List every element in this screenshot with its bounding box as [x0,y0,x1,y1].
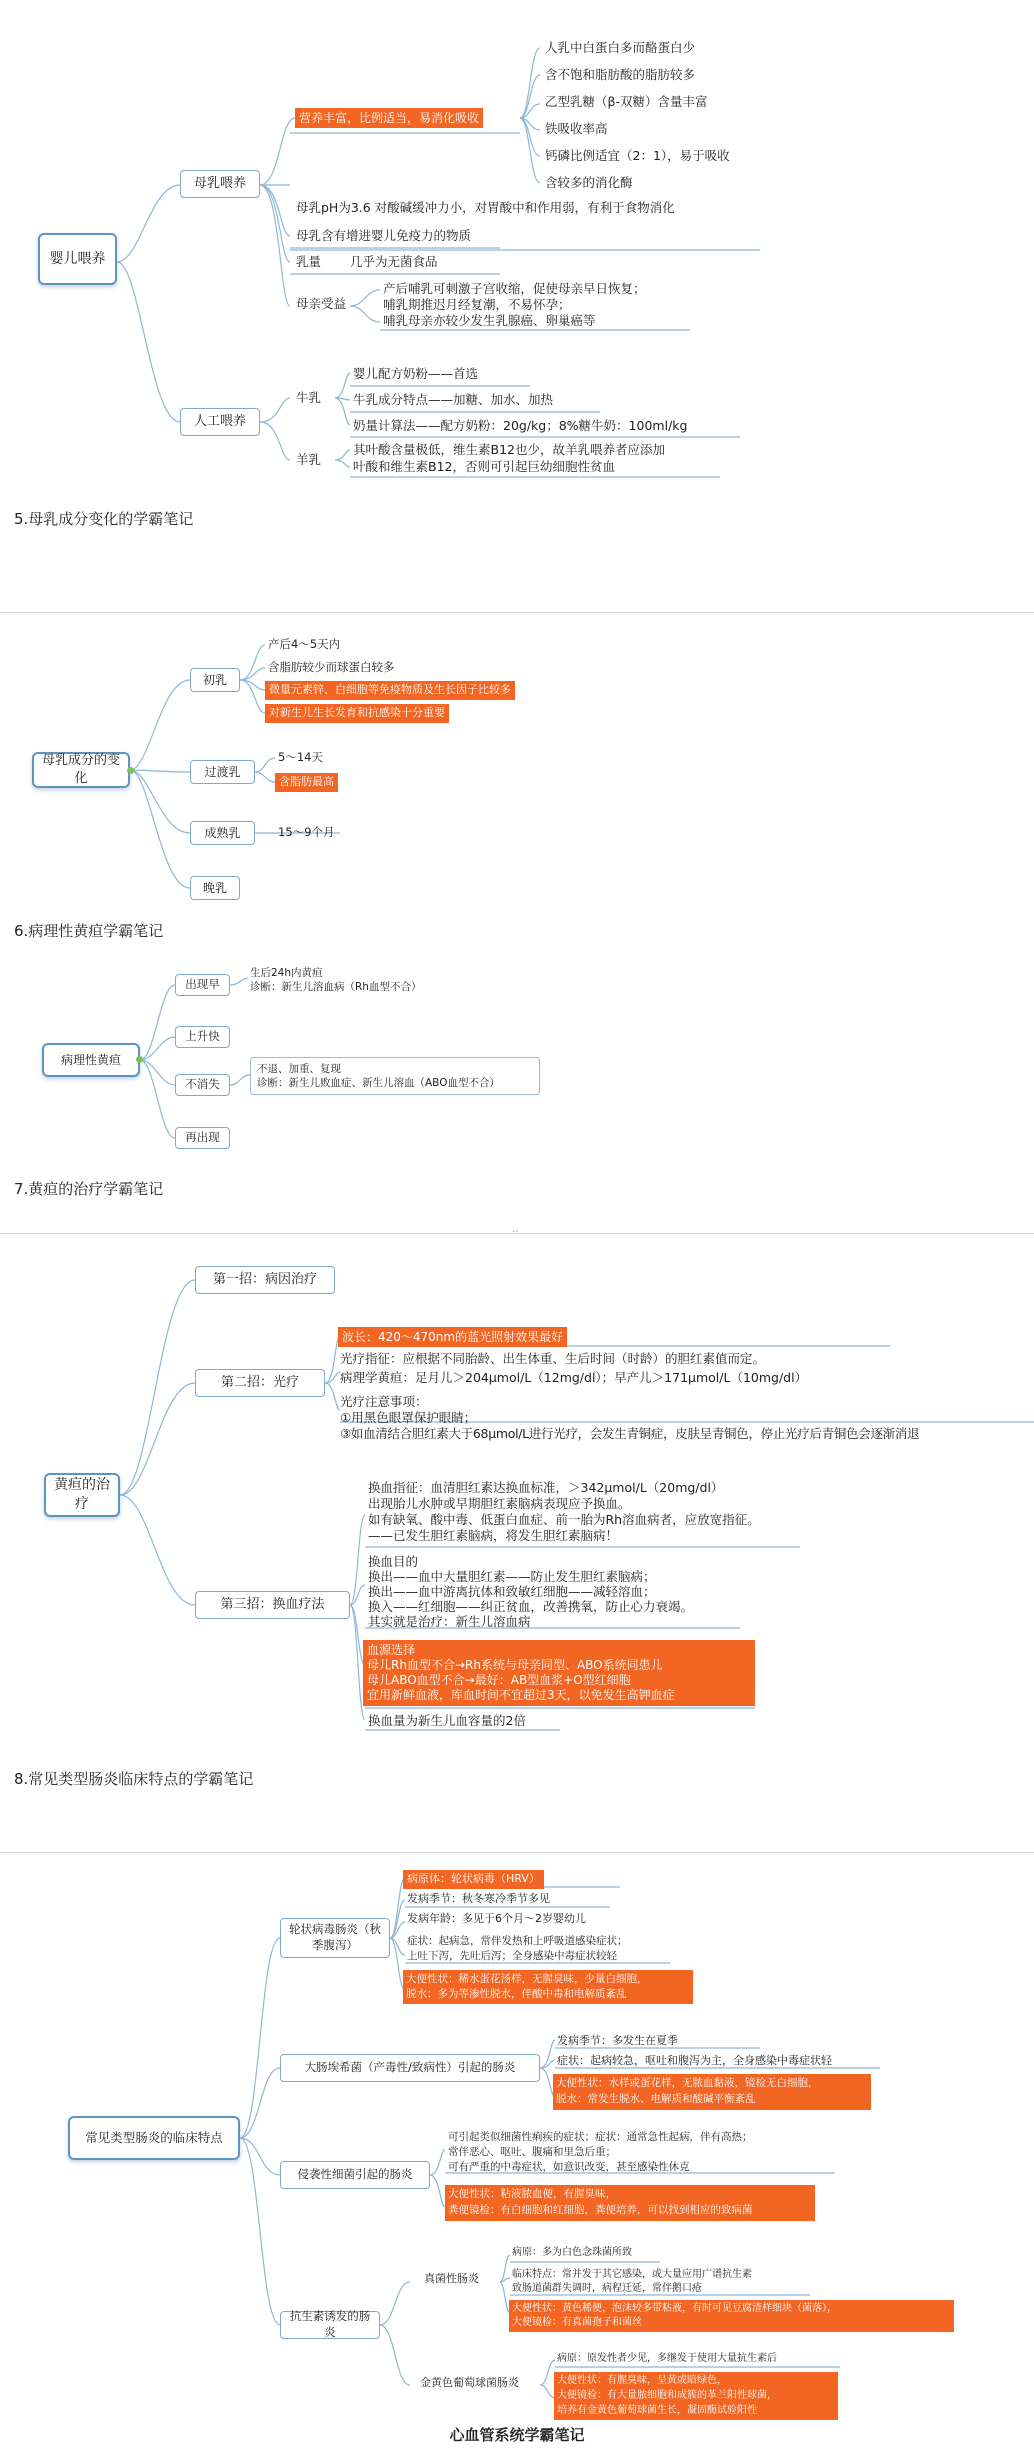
mm4-blood-source-block [363,1640,755,1706]
mm1-cow-label: 牛乳 [296,390,322,405]
mm1-mother-label: 母亲受益 [296,296,347,311]
mm2-c4-highlight: 对新生儿生长发育和抗感染十分重要 [265,704,449,723]
mm4-p5: ③如血清结合胆红素大于68μmol/L进行光疗，会发生青铜症，皮肤呈青铜色，停止光疗后青铜色会逐渐消退 [340,1426,920,1441]
mm2-c3-highlight: 微量元素锌、白细胞等免疫物质及生长因子比较多 [265,681,515,700]
mm5-ec1: 发病季节：多发生在夏季 [557,2034,678,2047]
mm2-transition-milk[interactable]: 过渡乳 [190,760,255,784]
mm4-e1: 换血指征：血清胆红素达换血标准，＞342μmol/L（20mg/dl） [368,1480,724,1495]
mm4-step3[interactable]: 第三招：换血疗法 [195,1591,350,1619]
mm4-b3: 母儿ABO血型不合→最好：AB型血浆+O型红细胞 [367,1673,631,1687]
mm5-r1: 发病季节：秋冬寒冷季节多见 [407,1892,550,1905]
mm1-goat-label: 羊乳 [296,452,322,467]
mm5-iv5: 粪便镜检：有白细胞和红细胞，粪便培养，可以找到相应的致病菌 [448,2204,753,2216]
mm1-goat2: 叶酸和维生素B12，否则可引起巨幼细胞性贫血 [353,459,615,474]
mm5-iv1: 可引起类似细菌性痢疾的症状；症状：通常急性起病，伴有高热； [448,2131,753,2143]
mm5-r2: 发病年龄：多见于6个月～2岁婴幼儿 [407,1912,586,1925]
mm2-m1: 15～9个月 [278,825,335,839]
mm5-rotavirus[interactable]: 轮状病毒肠炎（秋季腹泻） [280,1918,390,1958]
mm5-iv-stool-block [445,2185,815,2221]
mm3-persist-box [250,1057,540,1095]
caption-5: 5.母乳成分变化的学霸笔记 [14,510,194,528]
mm3-root[interactable]: 病理性黄疸 [42,1043,140,1077]
mm5-invasive[interactable]: 侵袭性细菌引起的肠炎 [280,2161,430,2189]
mm4-g4: 换入——红细胞——纠正贫血，改善携氧，防止心力衰竭。 [368,1599,694,1614]
mm1-immune: 母乳含有增进婴儿免疫力的物质 [296,228,472,243]
mm5-r3: 症状：起病急，常伴发热和上呼吸道感染症状； [407,1935,628,1947]
mm1-breast-feeding[interactable]: 母乳喂养 [180,170,260,198]
mm5-ec-stool-block [553,2074,871,2110]
mm1-goat1: 其叶酸含量极低，维生素B12也少，故羊乳喂养者应添加 [353,442,665,457]
mm3-reappear[interactable]: 再出现 [175,1127,230,1149]
mm4-v1: 换血量为新生儿血容量的2倍 [368,1713,526,1728]
mm3-persist[interactable]: 不消失 [175,1074,230,1096]
mm1-n6: 含较多的消化酶 [545,175,633,190]
mm1-root[interactable]: 婴儿喂养 [38,233,117,285]
mm4-b1: 血源选择 [367,1643,416,1657]
mm2-late-milk[interactable]: 晚乳 [190,876,240,900]
mm5-f3: 致肠道菌群失调时，病程迁延，常伴鹅口疮 [512,2283,702,2294]
mm3-collapse-dot[interactable] [136,1056,143,1063]
mm2-collapse-dot[interactable] [127,767,134,774]
mm4-e4: ——已发生胆红素脑病，将发生胆红素脑病！ [368,1528,619,1543]
caption-8: 8.常见类型肠炎临床特点的学霸笔记 [14,1770,254,1788]
mm1-n5: 钙磷比例适宜（2：1），易于吸收 [545,148,730,163]
mm4-b4: 宜用新鲜血液，库血时间不宜超过3天，以免发生高钾血症 [367,1688,675,1702]
mm4-wavelength-highlight: 波长：420～470nm的蓝光照射效果最好 [338,1327,567,1347]
mm1-mother1: 产后哺乳可刺激子宫收缩，促使母亲早日恢复； [383,281,646,296]
mm2-c2: 含脂肪较少而球蛋白较多 [268,660,395,674]
mm1-artificial-feeding[interactable]: 人工喂养 [180,408,260,436]
mm4-p2: 病理学黄疸：足月儿＞204μmol/L（12mg/dl）；早产儿＞171μmol/L（10mg/dl） [340,1370,808,1385]
mm4-p3: 光疗注意事项： [340,1394,428,1409]
mm5-antibiotic[interactable]: 抗生素诱发的肠炎 [280,2311,380,2339]
mm2-root[interactable]: 母乳成分的变化 [32,752,130,788]
mm4-p1: 光疗指征：应根据不同胎龄、出生体重、生后时间（时龄）的胆红素值而定。 [340,1351,766,1366]
mm5-ec2: 症状：起病较急，呕吐和腹泻为主，全身感染中毒症状轻 [557,2054,832,2067]
section-divider-3 [0,1852,1034,1853]
mm5-ecoli[interactable]: 大肠埃希菌（产毒性/致病性）引起的肠炎 [280,2054,540,2082]
mm5-r5: 大便性状：稀水蛋花汤样，无腥臭味，少量白细胞， [406,1973,648,1985]
mm4-g3: 换出——血中游离抗体和致敏红细胞——减轻溶血； [368,1584,656,1599]
mm2-colostrum[interactable]: 初乳 [190,668,240,692]
mm5-s4: 培养有金黄色葡萄球菌生长，凝固酶试验阳性 [557,2405,757,2416]
mm1-n1: 人乳中白蛋白多而酪蛋白少 [545,40,696,55]
mm2-t1: 5～14天 [278,750,323,764]
mm5-s2: 大便性状：有腥臭味，呈黄或暗绿色， [557,2375,727,2386]
mm4-e2: 出现胎儿水肿或早期胆红素脑病表现应予换血。 [368,1496,631,1511]
mm5-iv3: 可有严重的中毒症状，如意识改变，甚至感染性休克 [448,2161,690,2173]
mm3-early-box [248,966,446,1002]
mm5-r-stool-block [403,1970,693,2004]
mm4-step1[interactable]: 第一招：病因治疗 [195,1266,335,1294]
mm4-root[interactable]: 黄疸的治疗 [44,1473,120,1517]
mm5-s1: 病原：原发性者少见，多继发于使用大量抗生素后 [557,2353,777,2364]
mm5-s-stool-block [554,2372,838,2420]
mm5-fungal[interactable]: 真菌性肠炎 [424,2272,479,2285]
mm5-staph[interactable]: 金黄色葡萄球菌肠炎 [420,2376,519,2389]
mm2-c1: 产后4～5天内 [268,637,341,651]
mm4-g2: 换出——血中大量胆红素——防止发生胆红素脑病； [368,1569,656,1584]
mm4-g5: 其实就是治疗：新生儿溶血病 [368,1614,531,1629]
bottom-title: 心血管系统学霸笔记 [449,2426,585,2444]
caption-6: 6.病理性黄疸学霸笔记 [14,922,164,940]
mm1-cow3: 奶量计算法——配方奶粉：20g/kg；8%糖牛奶：100ml/kg [353,418,688,433]
mm1-mother2: 哺乳期推迟月经复潮，不易怀孕； [383,297,571,312]
mm5-iv4: 大便性状：粘液脓血便，有腥臭味， [448,2188,616,2200]
mm2-t2-highlight: 含脂肪最高 [275,773,338,792]
mm5-f4: 大便性状：黄色稀便，泡沫较多带粘液，有时可见豆腐渣样细块（菌落）， [512,2303,837,2314]
mm1-ph: 母乳pH为3.6 对酸碱缓冲力小，对胃酸中和作用弱，有利于食物消化 [296,200,675,215]
mm1-n4: 铁吸收率高 [545,121,608,136]
mm1-cow1: 婴儿配方奶粉——首选 [353,366,479,381]
mm4-step2[interactable]: 第二招：光疗 [195,1369,325,1397]
mm5-r6: 脱水：多为等渗性脱水，伴酸中毒和电解质紊乱 [406,1988,627,2000]
mm3-early-box-line1: 生后24h内黄疸 [250,967,323,979]
mm5-iv2: 常伴恶心、呕吐、腹痛和里急后重； [448,2146,616,2158]
caption-7: 7.黄疸的治疗学霸笔记 [14,1180,164,1198]
mm3-persist-box-line2: 诊断：新生儿败血症、新生儿溶血（ABO血型不合） [257,1077,500,1090]
mm1-quantity-label: 乳量 [296,254,322,269]
mm3-early[interactable]: 出现早 [175,974,230,996]
mm5-f-stool-block [509,2300,954,2332]
mm4-p4: ①用黑色眼罩保护眼睛； [340,1410,477,1425]
mm1-quantity-text: 几乎为无菌食品 [350,254,438,269]
mm4-e3: 如有缺氧、酸中毒、低蛋白血症、前一胎为Rh溶血病者，应放宽指征。 [368,1512,760,1527]
mm4-b2: 母儿Rh血型不合→Rh系统与母亲同型、ABO系统同患儿 [367,1658,663,1672]
mm5-s3: 大便镜检：有大量脓细胞和成簇的革兰阳性球菌， [557,2390,777,2401]
mm4-g1: 换血目的 [368,1554,419,1569]
mm1-n2: 含不饱和脂肪酸的脂肪较多 [545,67,696,82]
mm3-persist-box-line1: 不退、加重、复现 [257,1063,341,1075]
mm1-cow2: 牛乳成分特点——加糖、加水、加热 [353,392,554,407]
mm1-nutrition-highlight: 营养丰富，比例适当，易消化吸收 [295,108,483,128]
mm3-early-box-line2: 诊断：新生儿溶血病（Rh血型不合） [250,981,422,994]
mm1-mother3: 哺乳母亲亦较少发生乳腺癌、卵巢癌等 [383,313,596,328]
mm5-ec4: 脱水：常发生脱水、电解质和酸碱平衡紊乱 [556,2093,756,2105]
mm2-mature-milk[interactable]: 成熟乳 [190,821,255,845]
mm5-f2: 临床特点：常并发于其它感染，或大量应用广谱抗生素 [512,2269,752,2280]
mm5-ec3: 大便性状：水样或蛋花样，无脓血黏液，镜检无白细胞， [556,2077,819,2089]
section-divider [0,612,1034,613]
mm3-fast-rise[interactable]: 上升快 [175,1026,230,1048]
divider-marker: ‥ [512,1224,519,1235]
mm5-root[interactable]: 常见类型肠炎的临床特点 [68,2116,240,2160]
mm1-n3: 乙型乳糖（β-双糖）含量丰富 [545,94,708,109]
mm5-r-highlight: 病原体：轮状病毒（HRV） [403,1870,544,1889]
mm5-r4: 上吐下泻，先吐后泻；全身感染中毒症状较轻 [407,1950,617,1962]
mm5-f5: 大便镜检：有真菌孢子和菌丝 [512,2317,642,2328]
mm5-f1: 病原：多为白色念珠菌所致 [512,2247,632,2258]
